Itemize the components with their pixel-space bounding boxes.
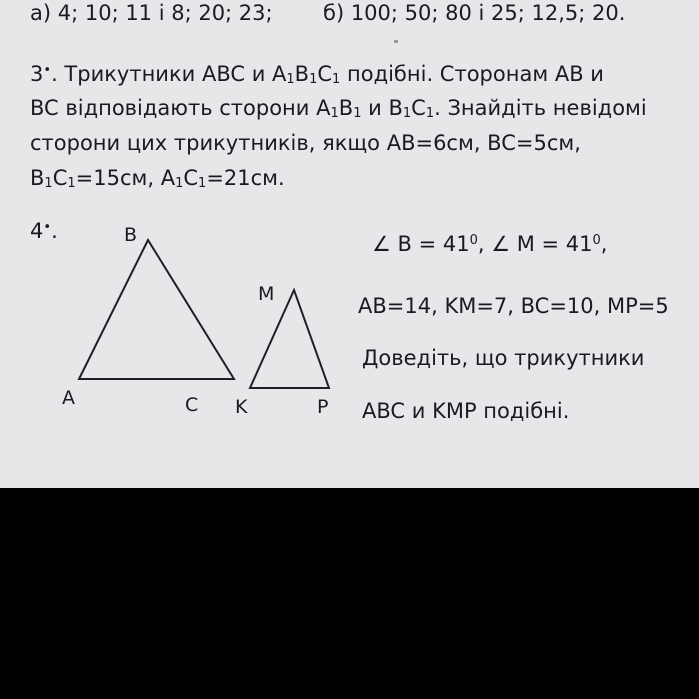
task4-number: 4 xyxy=(30,219,44,243)
vertex-label-m: M xyxy=(258,283,275,305)
task4-prove-line1: Доведіть, що трикутники xyxy=(362,346,645,370)
task3-line4: $B_1C_1=15см$, $A_1C_1=21см$. xyxy=(30,166,285,191)
task4-angles: ∠ $B = 41^0$, ∠ $M = 41^0$, xyxy=(372,232,608,256)
vertex-label-c: C xyxy=(185,394,199,416)
task4-prove-line2: ABC и KMP подібні. xyxy=(362,399,570,423)
top-part-a: а) 4; 10; 11 і 8; 20; 23; xyxy=(30,1,273,25)
vertex-label-b: B xyxy=(124,224,138,246)
task4-heading: 4•. xyxy=(30,219,58,243)
task4-dot: • xyxy=(43,219,52,235)
task3-line3: сторони цих трикутників, якщо AB=6см, BC=5см, xyxy=(30,131,581,155)
task3-line1: 3•. Трикутники ABC и $A_1B_1C_1$ подібні. Сторонам AB и xyxy=(30,62,604,87)
dark-background xyxy=(0,488,699,699)
vertex-label-a: A xyxy=(62,387,75,409)
task3-number: 3 xyxy=(30,62,44,86)
vertex-label-k: K xyxy=(235,396,248,418)
top-part-b: б) 100; 50; 80 і 25; 12,5; 20. xyxy=(323,1,626,25)
triangle-abc xyxy=(79,240,234,379)
task3-line2: BC відповідають сторони $A_1B_1$ и $B_1C_1$. Знайдіть невідомі xyxy=(30,96,647,121)
task4-sides: AB=14, KM=7, BC=10, MP=5 xyxy=(358,294,669,318)
task3-dot: • xyxy=(43,62,52,78)
vertex-label-p: P xyxy=(317,396,329,418)
